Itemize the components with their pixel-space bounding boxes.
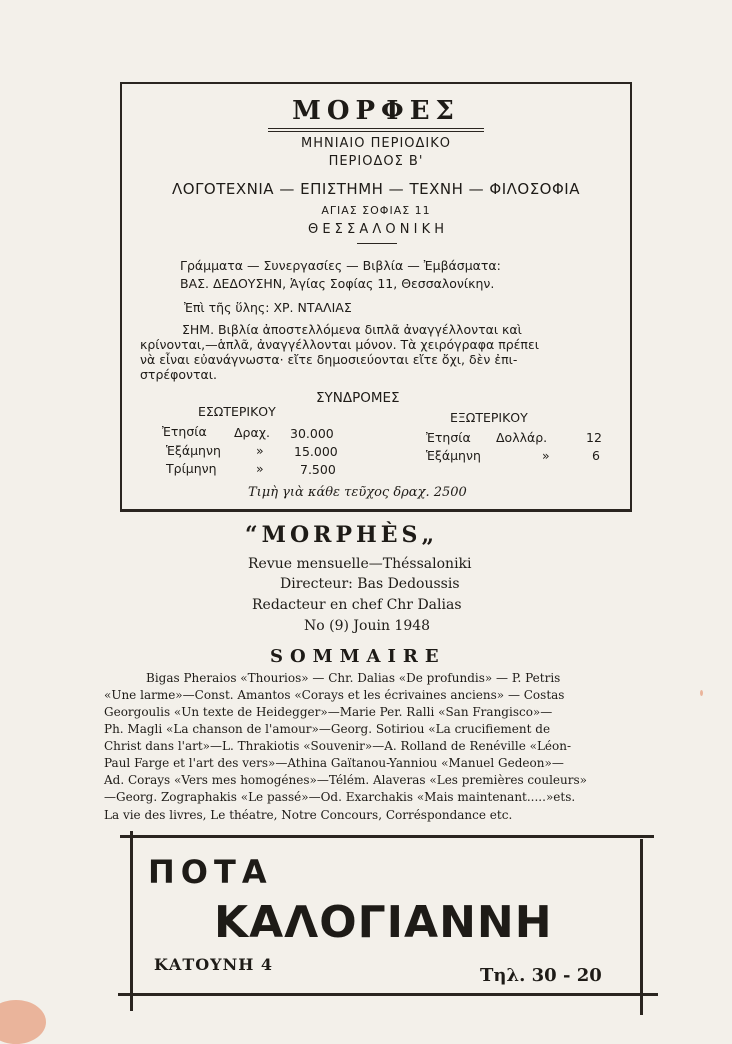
- sommaire-line: Georgoulis «Un texte de Heidegger»—Marie Per. Ralli «San Frangisco»—: [104, 705, 553, 719]
- advert-border: [118, 993, 658, 996]
- correspondence-line: Γράμματα — Συνεργασίες — Βιβλία — Ἐμβάσματα:: [180, 258, 501, 273]
- advert-border: [640, 839, 643, 1015]
- masthead-street: ΑΓΙΑΣ ΣΟΦΙΑΣ 11: [321, 204, 431, 217]
- paper-stain: [0, 1000, 46, 1044]
- title-underline: [268, 131, 484, 132]
- advert-box: [130, 835, 642, 1010]
- advert-phone: Τηλ. 30 - 20: [480, 965, 602, 986]
- issue-price: Τιμὴ γιὰ κάθε τεῦχος δραχ. 2500: [248, 485, 467, 500]
- note-line: στρέφονται.: [140, 367, 217, 382]
- sommaire-line: Paul Farge et l'art des vers»—Athina Gaïtanou-Yanniou «Manuel Gedeon»—: [104, 756, 564, 770]
- french-line: Revue mensuelle—Théssaloniki: [248, 556, 472, 572]
- sommaire-line: Bigas Pheraios «Thourios» — Chr. Dalias «De profundis» — P. Petris: [146, 671, 561, 685]
- advert-border: [130, 831, 133, 1011]
- paper-stain: [700, 690, 703, 696]
- domestic-heading: ΕΣΩΤΕΡΙΚΟΥ: [198, 404, 276, 419]
- sommaire-line: Ph. Magli «La chanson de l'amour»—Georg. Sotiriou «La crucifiement de: [104, 722, 551, 736]
- french-editor: Redacteur en chef Chr Dalias: [252, 597, 462, 613]
- advert-border: [120, 835, 654, 838]
- advert-product: ΠΟΤΑ: [148, 853, 273, 891]
- french-issue: No (9) Jouin 1948: [304, 618, 431, 634]
- masthead-topics: ΛΟΓΟΤΕΧΝΙΑ — ΕΠΙΣΤΗΜΗ — ΤΕΧΝΗ — ΦΙΛΟΣΟΦΙΑ: [172, 180, 580, 198]
- foreign-heading: ΕΞΩΤΕΡΙΚΟΥ: [450, 410, 528, 425]
- masthead-city: Θ Ε Σ Σ Α Λ Ο Ν Ι Κ Η: [307, 222, 445, 237]
- masthead-period: ΠΕΡΙΟΔΟΣ Β': [328, 154, 424, 169]
- note-line: νὰ εἶναι εὐανάγνωστα· εἴτε δημοσιεύονται εἴτε ὄχι, δὲν ἐπι-: [140, 352, 518, 367]
- materials-editor: Ἐπὶ τῆς ὕλης: ΧΡ. ΝΤΑΛΙΑΣ: [184, 300, 352, 315]
- correspondence-address: ΒΑΣ. ΔΕΔΟΥΣΗΝ, Ἁγίας Σοφίας 11, Θεσσαλονίκην.: [180, 276, 495, 291]
- masthead-subtitle: ΜΗΝΙΑΙΟ ΠΕΡΙΟΔΙΚΟ: [300, 136, 452, 151]
- sommaire-line: Ad. Corays «Vers mes homogénes»—Télém. Alaveras «Les premières couleurs»: [104, 773, 587, 787]
- french-director: Directeur: Bas Dedoussis: [280, 576, 460, 592]
- sommaire-line: La vie des livres, Le théatre, Notre Concours, Corréspondance etc.: [104, 808, 513, 822]
- sommaire-line: Christ dans l'art»—L. Thrakiotis «Souvenir»—A. Rolland de Renéville «Léon-: [104, 739, 572, 753]
- masthead-title: ΜΟΡΦΕΣ: [292, 96, 460, 126]
- sommaire-line: —Georg. Zographakis «Le passé»—Od. Exarchakis «Mais maintenant.....»ets.: [104, 790, 576, 804]
- masthead-box: ΜΟΡΦΕΣ ΜΗΝΙΑΙΟ ΠΕΡΙΟΔΙΚΟ ΠΕΡΙΟΔΟΣ Β' ΛΟΓΟΤΕΧΝΙΑ — ΕΠΙΣΤΗΜΗ — ΤΕΧΝΗ — ΦΙΛΟΣΟΦΙΑ ΑΓΙΑΣ ΣΟΦΙΑΣ 11 Θ Ε Σ Σ Α Λ Ο Ν Ι Κ Η Γράμματα — Συνεργασίες — Βιβλία — Ἐμβάσματα: ΒΑΣ. ΔΕΔΟΥΣΗΝ, Ἁγίας Σοφίας 11, Θεσσαλονίκην. Ἐπὶ τῆς ὕλης: ΧΡ. ΝΤΑΛΙΑΣ ΣΗΜ. Βιβλία ἀποστελλόμενα διπλᾶ ἀναγγέλλονται καὶ κρίνονται,—ἁπλᾶ, ἀναγγέλλονται μόνον. Τὰ χειρόγραφα πρέπει νὰ εἶναι εὐανάγνωστα· εἴτε δημοσιεύονται εἴτε ὄχι, δὲν ἐπι- στρέφονται. ΣΥΝΔΡΟΜΕΣ ΕΣΩΤΕΡΙΚΟΥ ΕΞΩΤΕΡΙΚΟΥ Ἐτησία Δραχ. 30.000 Ἑξάμηνη » 15.000 Τρίμηνη » 7.500 Ἐτησία Δολλάρ. 12 Ἑξάμηνη » 6 Τιμὴ γιὰ κάθε τεῦχος δραχ. 2500: [120, 82, 632, 512]
- title-underline: [268, 128, 484, 129]
- subscriptions-heading: ΣΥΝΔΡΟΜΕΣ: [316, 390, 400, 406]
- french-title: “MORPHÈS„: [245, 522, 439, 548]
- advert-address: ΚΑΤΟΥΝΗ 4: [154, 955, 274, 974]
- note-line: κρίνονται,—ἁπλᾶ, ἀναγγέλλονται μόνον. Τὰ χειρόγραφα πρέπει: [140, 337, 539, 352]
- advert-brand: ΚΑΛΟΓΙΑΝΝΗ: [214, 897, 553, 948]
- sommaire-line: «Une larme»—Const. Amantos «Corays et les écrivaines anciens» — Costas: [104, 688, 565, 702]
- note-line: ΣΗΜ. Βιβλία ἀποστελλόμενα διπλᾶ ἀναγγέλλονται καὶ: [182, 322, 522, 337]
- sommaire-heading: SOMMAIRE: [270, 646, 446, 667]
- divider-rule: [357, 243, 397, 244]
